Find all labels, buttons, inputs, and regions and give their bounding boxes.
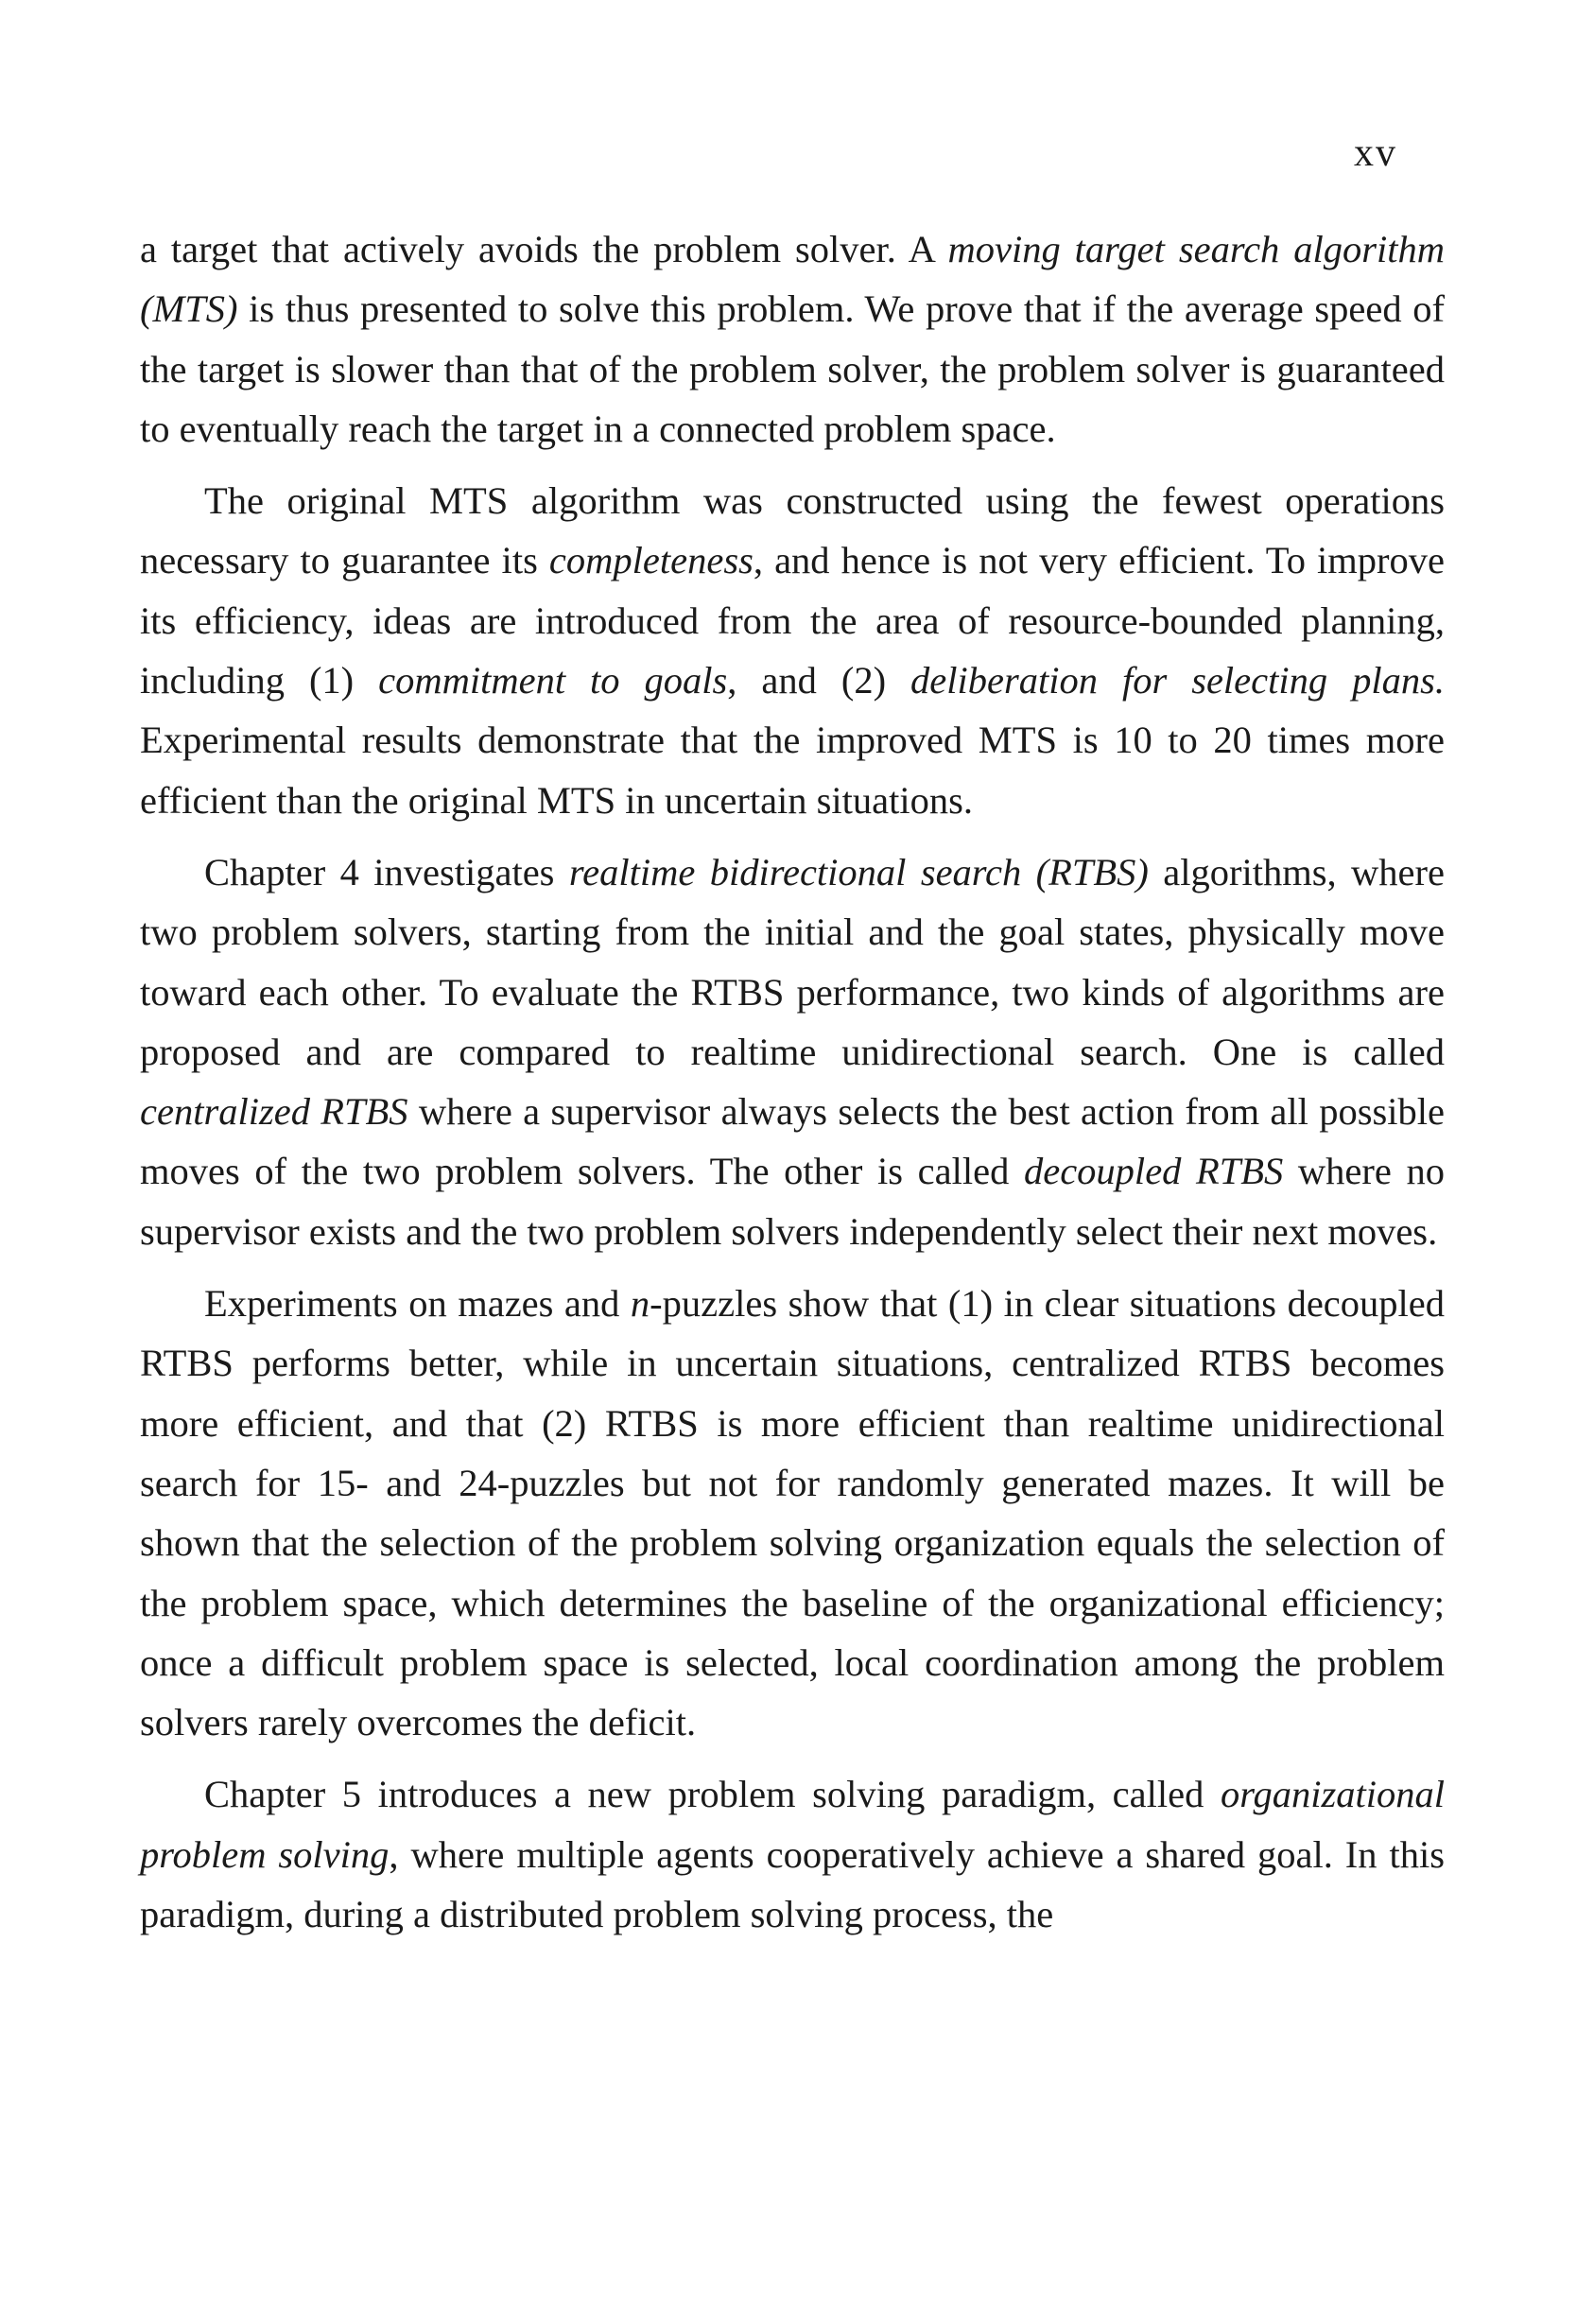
- italic-term: realtime bidirectional search (RTBS): [568, 850, 1149, 893]
- text-run: Chapter 4 investigates: [204, 850, 569, 893]
- italic-term: n: [630, 1282, 650, 1326]
- text-run: , and hence is not very efficient. To improve its efficiency, ideas are introduced from the area of resource-bounded planning, including (1): [140, 539, 1445, 702]
- paragraph-chapter-5: [140, 1764, 1445, 1944]
- italic-term: organizational problem solving: [140, 1773, 1445, 1876]
- paragraph-chapter-4: [140, 842, 1445, 1261]
- text-run: -puzzles show that (1) in clear situations decoupled RTBS performs better, while in uncertain situations, centralized RTBS becomes more efficient, and that (2) RTBS is more efficient than realtime unidirectional search for 15- and 24-puzzles but not for randomly generated mazes. It will be shown that the selection of the problem solving organization equals the selection of the problem space, which determines the baseline of the organizational efficiency; once a difficult problem space is selected, local coordination among the problem solvers rarely overcomes the deficit.: [140, 1282, 1445, 1744]
- paragraph-experiments: [140, 1274, 1445, 1752]
- text-run: is thus presented to solve this problem. We prove that if the average speed of the target is slower than that of the problem solver, the problem solver is guaranteed to eventually reach the target in a connected problem space.: [140, 287, 1445, 450]
- text-run: where no supervisor exists and the two problem solvers independently select their next moves.: [140, 1150, 1445, 1253]
- italic-term: deliberation for selecting plans.: [910, 659, 1445, 702]
- text-run: , and (2): [727, 659, 911, 702]
- page-number: xv: [1354, 131, 1397, 175]
- text-run: , where multiple agents cooperatively achieve a shared goal. In this paradigm, during a distributed problem solving process, the: [140, 1832, 1445, 1936]
- italic-term: commitment to goals: [378, 659, 728, 702]
- body-text: [140, 219, 1445, 1944]
- text-run: Experimental results demonstrate that the improved MTS is 10 to 20 times more efficient than the original MTS in uncertain situations.: [140, 719, 1445, 822]
- italic-term: moving target search algorithm (MTS): [140, 228, 1445, 331]
- italic-term: completeness: [548, 539, 754, 582]
- text-run: Experiments on mazes and: [204, 1282, 631, 1326]
- text-run: a target that actively avoids the problem solver. A: [140, 228, 948, 270]
- text-run: where a supervisor always selects the best action from all possible moves of the two problem solvers. The other is called: [140, 1090, 1445, 1193]
- text-run: algorithms, where two problem solvers, starting from the initial and the goal states, physically move toward each other. To evaluate the RTBS performance, two kinds of algorithms are proposed and are compared to realtime unidirectional search. One is called: [140, 850, 1445, 1073]
- text-run: Chapter 5 introduces a new problem solving paradigm, called: [204, 1773, 1221, 1816]
- paragraph-mts-intro: [140, 219, 1445, 459]
- italic-term: centralized RTBS: [140, 1090, 408, 1134]
- italic-term: decoupled RTBS: [1023, 1150, 1284, 1193]
- paragraph-mts-efficiency: [140, 471, 1445, 830]
- text-run: The original MTS algorithm was constructed using the fewest operations necessary to guarantee its: [140, 479, 1445, 582]
